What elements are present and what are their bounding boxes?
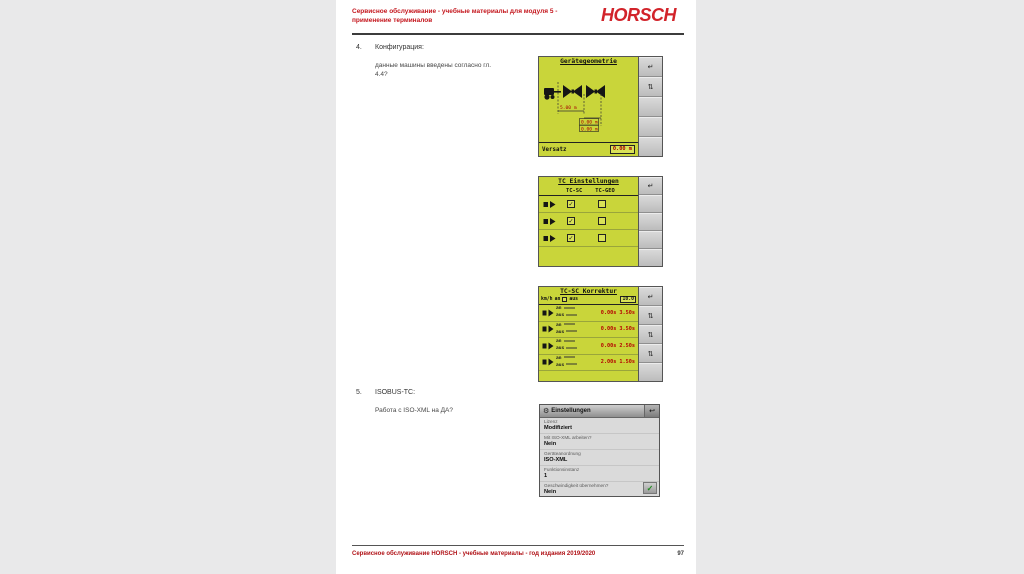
aus-correction-value: 2.50s: [619, 342, 635, 349]
softkey-button: [639, 344, 662, 363]
softkey-button: [639, 137, 662, 156]
isobus-settings-list: [540, 418, 659, 497]
tc-row: [539, 213, 638, 230]
aus-header-label: aus: [569, 297, 579, 302]
an-header-label: an: [554, 297, 561, 302]
checkbox-empty: [598, 234, 606, 242]
aus-correction-value: 1.50s: [619, 359, 635, 366]
slide-page: [336, 0, 696, 574]
measure-b: 0.00 m: [581, 120, 598, 126]
softkey-button: [639, 325, 662, 344]
checkbox-empty: [598, 217, 606, 225]
implement-icon: [542, 309, 555, 317]
tc-settings-title: TC Einstellungen: [558, 178, 619, 185]
settings-row: Funktionsinstanz 1: [540, 466, 659, 482]
updown-icon: ⇅: [647, 312, 654, 320]
implement-icon: [543, 200, 558, 209]
an-correction-value: 0.00s: [600, 309, 617, 316]
korrektur-row: an aus 0.00s 3.50s: [539, 305, 638, 322]
updown-icon: ⇅: [647, 331, 654, 339]
measure-a: 5.00 m: [560, 106, 577, 111]
korrektur-row: an aus 0.00s 3.50s: [539, 322, 638, 339]
implement-icon: [542, 325, 555, 333]
page-number: 97: [677, 551, 684, 557]
implement-icon: [543, 234, 558, 243]
item4-question: данные машины введены согласно гл. 4.4?: [375, 62, 492, 78]
document-title: [352, 7, 567, 25]
softkey-button: [639, 231, 662, 249]
updown-icon: ⇅: [647, 350, 654, 358]
checkbox-checked: ✓: [568, 200, 574, 208]
isobus-screen-title: Einstellungen: [551, 408, 591, 414]
softkey-column: [639, 177, 662, 266]
return-icon: ↵: [647, 183, 654, 190]
implement-icon: [542, 342, 555, 350]
return-icon: ↵: [647, 293, 654, 301]
tc-row: [539, 196, 638, 213]
softkey-return-button: [639, 177, 662, 195]
geometry-screen-title: Gerätegeometrie: [560, 58, 617, 65]
horsch-logo: HORSCH: [600, 5, 676, 25]
softkey-button: [639, 249, 662, 266]
screen-divider: [539, 142, 638, 143]
footer-text: Сервисное обслуживание HORSCH - учебные материалы - год издания 2019/2020: [352, 551, 596, 557]
struck-old-value: [566, 346, 577, 350]
softkey-return-button: [639, 57, 662, 77]
tc-sc-column-label: TC-SC: [566, 188, 583, 194]
gear-icon: ⚙: [543, 407, 550, 415]
terminal-screenshot-geometry: [538, 56, 663, 157]
terminal-screenshot-tc-settings: [538, 176, 663, 267]
document-title-line2: применение терминалов: [352, 17, 433, 24]
an-correction-value: 0.00s: [600, 326, 617, 333]
implement-icon: [543, 217, 558, 226]
struck-old-value: [564, 339, 575, 343]
back-icon: ↩: [649, 408, 655, 415]
aus-correction-value: 3.50s: [619, 309, 635, 316]
checkbox-checked: ✓: [568, 217, 574, 225]
aus-correction-value: 3.50s: [619, 326, 635, 333]
an-correction-value: 2.00s: [600, 359, 617, 366]
item5-question: Работа с ISO-XML на ДА?: [375, 407, 453, 414]
softkey-button: [639, 97, 662, 117]
softkey-button: [639, 77, 662, 97]
mini-box-icon: [562, 297, 567, 302]
settings-row: Geschwindigkeit übernehmen? Nein: [540, 482, 659, 497]
struck-old-value: [566, 313, 577, 317]
item4-number: 4.: [356, 44, 362, 51]
item5-number: 5.: [356, 389, 362, 396]
machine-geometry-diagram: [541, 68, 637, 132]
struck-old-value: [566, 362, 577, 366]
softkey-button: [639, 195, 662, 213]
back-button: [644, 405, 659, 417]
korrektur-header: [539, 295, 638, 305]
softkey-button: [639, 306, 662, 325]
item5-title: ISOBUS-TC:: [375, 389, 416, 396]
terminal-screenshot-isobus: [539, 404, 660, 497]
softkey-button: [639, 117, 662, 137]
speed-value: 10.0: [622, 297, 634, 302]
isobus-header-bar: [540, 405, 659, 418]
tc-columns-header: [539, 187, 638, 196]
tc-geo-column-label: TC-GEO: [595, 188, 615, 194]
versatz-label: Versatz: [542, 146, 567, 153]
tc-row: [539, 230, 638, 247]
versatz-value: 0.00 m: [610, 145, 635, 154]
korrektur-row: an aus 0.00s 2.50s: [539, 338, 638, 355]
softkey-button: [639, 213, 662, 231]
settings-row: Lizenz Modifiziert: [540, 418, 659, 434]
return-icon: ↵: [647, 64, 654, 71]
checkbox-empty: [598, 200, 606, 208]
footer-divider: [352, 545, 684, 546]
softkey-button: [639, 363, 662, 381]
softkey-column: [639, 57, 662, 156]
updown-icon: ⇅: [647, 84, 654, 91]
struck-old-value: [564, 355, 575, 359]
korrektur-row: an aus 2.00s 1.50s: [539, 355, 638, 372]
confirm-button: [643, 482, 657, 494]
measure-c: 0.00 m: [581, 127, 598, 132]
header-divider: [352, 33, 684, 35]
implement-icon: [542, 358, 555, 366]
korrektur-screen: [539, 287, 639, 381]
item4-title: Конфигурация:: [375, 44, 424, 51]
document-title-line1: Сервисное обслуживание - учебные материалы для модуля 5 -: [352, 8, 558, 15]
an-correction-value: 0.00s: [600, 342, 617, 349]
struck-old-value: [566, 329, 577, 333]
struck-old-value: [564, 306, 575, 310]
korrektur-title: TC-SC Korrektur: [560, 288, 617, 295]
struck-old-value: [564, 322, 575, 326]
settings-row: Geräteanordnung ISO-XML: [540, 450, 659, 466]
softkey-column: [639, 287, 662, 381]
softkey-return-button: [639, 287, 662, 306]
checkbox-checked: ✓: [568, 234, 574, 242]
tc-settings-screen: [539, 177, 639, 266]
settings-row: Mit ISO-XML arbeiten? Nein: [540, 434, 659, 450]
geometry-screen: [539, 57, 639, 156]
green-check-icon: ✓: [646, 483, 654, 493]
terminal-screenshot-korrektur: [538, 286, 663, 382]
kmh-label: km/h: [541, 297, 553, 302]
